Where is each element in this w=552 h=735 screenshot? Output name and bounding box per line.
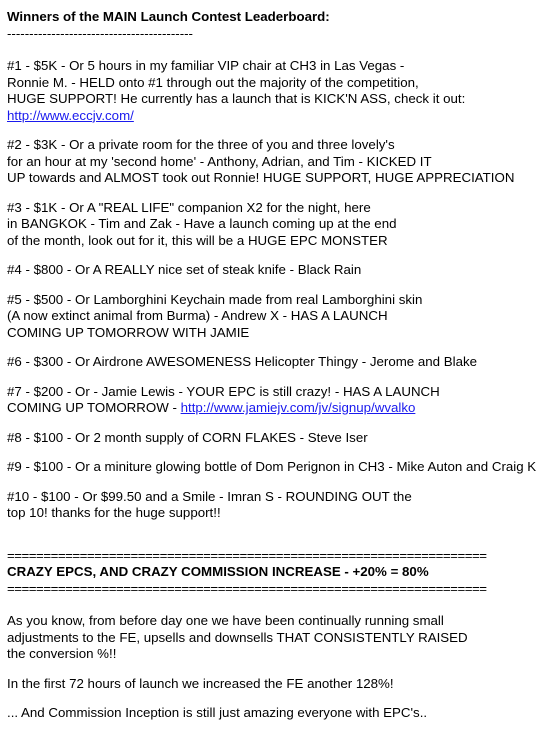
winner-text-line: #10 - $100 - Or $99.50 and a Smile - Imran S - ROUNDING OUT the: [7, 488, 412, 504]
winner-text-line: UP towards and ALMOST took out Ronnie! HUGE SUPPORT, HUGE APPRECIATION: [7, 170, 515, 185]
winner-text-line: #9 - $100 - Or a miniture glowing bottle of Dom Perignon in CH3 - Mike Auton and Craig K: [7, 459, 537, 474]
winner-text-line: (A now extinct animal from Burma) - Andrew X - HAS A LAUNCH: [7, 308, 388, 323]
winner-text-line: #3 - $1K - Or A "REAL LIFE" companion X2 for the night, here: [7, 199, 371, 215]
winner-entry-6: [7, 354, 547, 371]
winner-entry-4: [7, 262, 547, 279]
leaderboard-heading: Winners of the MAIN Launch Contest Leaderboard:: [7, 9, 330, 24]
winner-text-line: #2 - $3K - Or a private room for the three of you and three lovely's: [7, 137, 395, 152]
winner-text-line: #4 - $800 - Or A REALLY nice set of steak knife - Black Rain: [7, 262, 362, 277]
paragraph-line: adjustments to the FE, upsells and downsells THAT CONSISTENTLY RAISED: [7, 629, 468, 645]
winner-text-line: for an hour at my 'second home' - Anthony, Adrian, and Tim - KICKED IT: [7, 153, 432, 169]
email-body: [7, 9, 547, 735]
winner-entry-7: [7, 384, 547, 417]
paragraph-2: [7, 676, 547, 693]
winner-entry-1: [7, 58, 547, 124]
winner-text-line: top 10! thanks for the huge support!!: [7, 505, 221, 520]
winner-text-line: #5 - $500 - Or Lamborghini Keychain made from real Lamborghini skin: [7, 291, 423, 307]
winner-text-line: in BANGKOK - Tim and Zak - Have a launch coming up at the end: [7, 216, 397, 231]
link-prefix-text: COMING UP TOMORROW -: [7, 400, 181, 415]
section-rule-bottom: ==================================================================: [7, 580, 487, 596]
paragraph-3: [7, 705, 547, 722]
paragraph-line: As you know, from before day one we have been continually running small: [7, 613, 444, 628]
paragraph-line: In the first 72 hours of launch we increased the FE another 128%!: [7, 675, 394, 691]
winner-entry-2: [7, 137, 547, 187]
winner-link[interactable]: http://www.eccjv.com/: [7, 107, 134, 123]
winner-link-line: [7, 400, 547, 417]
winner-text-line: #7 - $200 - Or - Jamie Lewis - YOUR EPC is still crazy! - HAS A LAUNCH: [7, 383, 440, 399]
winners-list: [7, 58, 547, 522]
winner-entry-5: [7, 292, 547, 342]
winner-text-line: #8 - $100 - Or 2 month supply of CORN FLAKES - Steve Iser: [7, 429, 368, 445]
winner-text-line: #1 - $5K - Or 5 hours in my familiar VIP chair at CH3 in Las Vegas -: [7, 58, 405, 73]
winner-text-line: COMING UP TOMORROW WITH JAMIE: [7, 324, 250, 340]
paragraph-1: [7, 613, 547, 663]
winner-text-line: #6 - $300 - Or Airdrone AWESOMENESS Helicopter Thingy - Jerome and Blake: [7, 354, 478, 369]
winner-entry-10: [7, 489, 547, 522]
winner-text-line: of the month, look out for it, this will be a HUGE EPC MONSTER: [7, 232, 388, 248]
winner-entry-3: [7, 200, 547, 250]
section-rule-top: ==================================================================: [7, 547, 487, 563]
paragraph-line: the conversion %!!: [7, 646, 117, 661]
section-paragraphs: [7, 613, 547, 722]
section-title: CRAZY EPCS, AND CRAZY COMMISSION INCREASE - +20% = 80%: [7, 564, 429, 579]
winner-text-line: HUGE SUPPORT! He currently has a launch that is KICK'N ASS, check it out:: [7, 91, 466, 106]
winner-link-line: [7, 108, 547, 125]
winner-link[interactable]: http://www.jamiejv.com/jv/signup/wvalko: [180, 400, 416, 415]
winner-text-line: Ronnie M. - HELD onto #1 through out the majority of the competition,: [7, 74, 419, 90]
winner-entry-8: [7, 430, 547, 447]
winner-entry-9: [7, 459, 547, 476]
paragraph-line: ... And Commission Inception is still just amazing everyone with EPC's..: [7, 705, 428, 720]
heading-underline: ------------------------------------------: [7, 25, 193, 41]
